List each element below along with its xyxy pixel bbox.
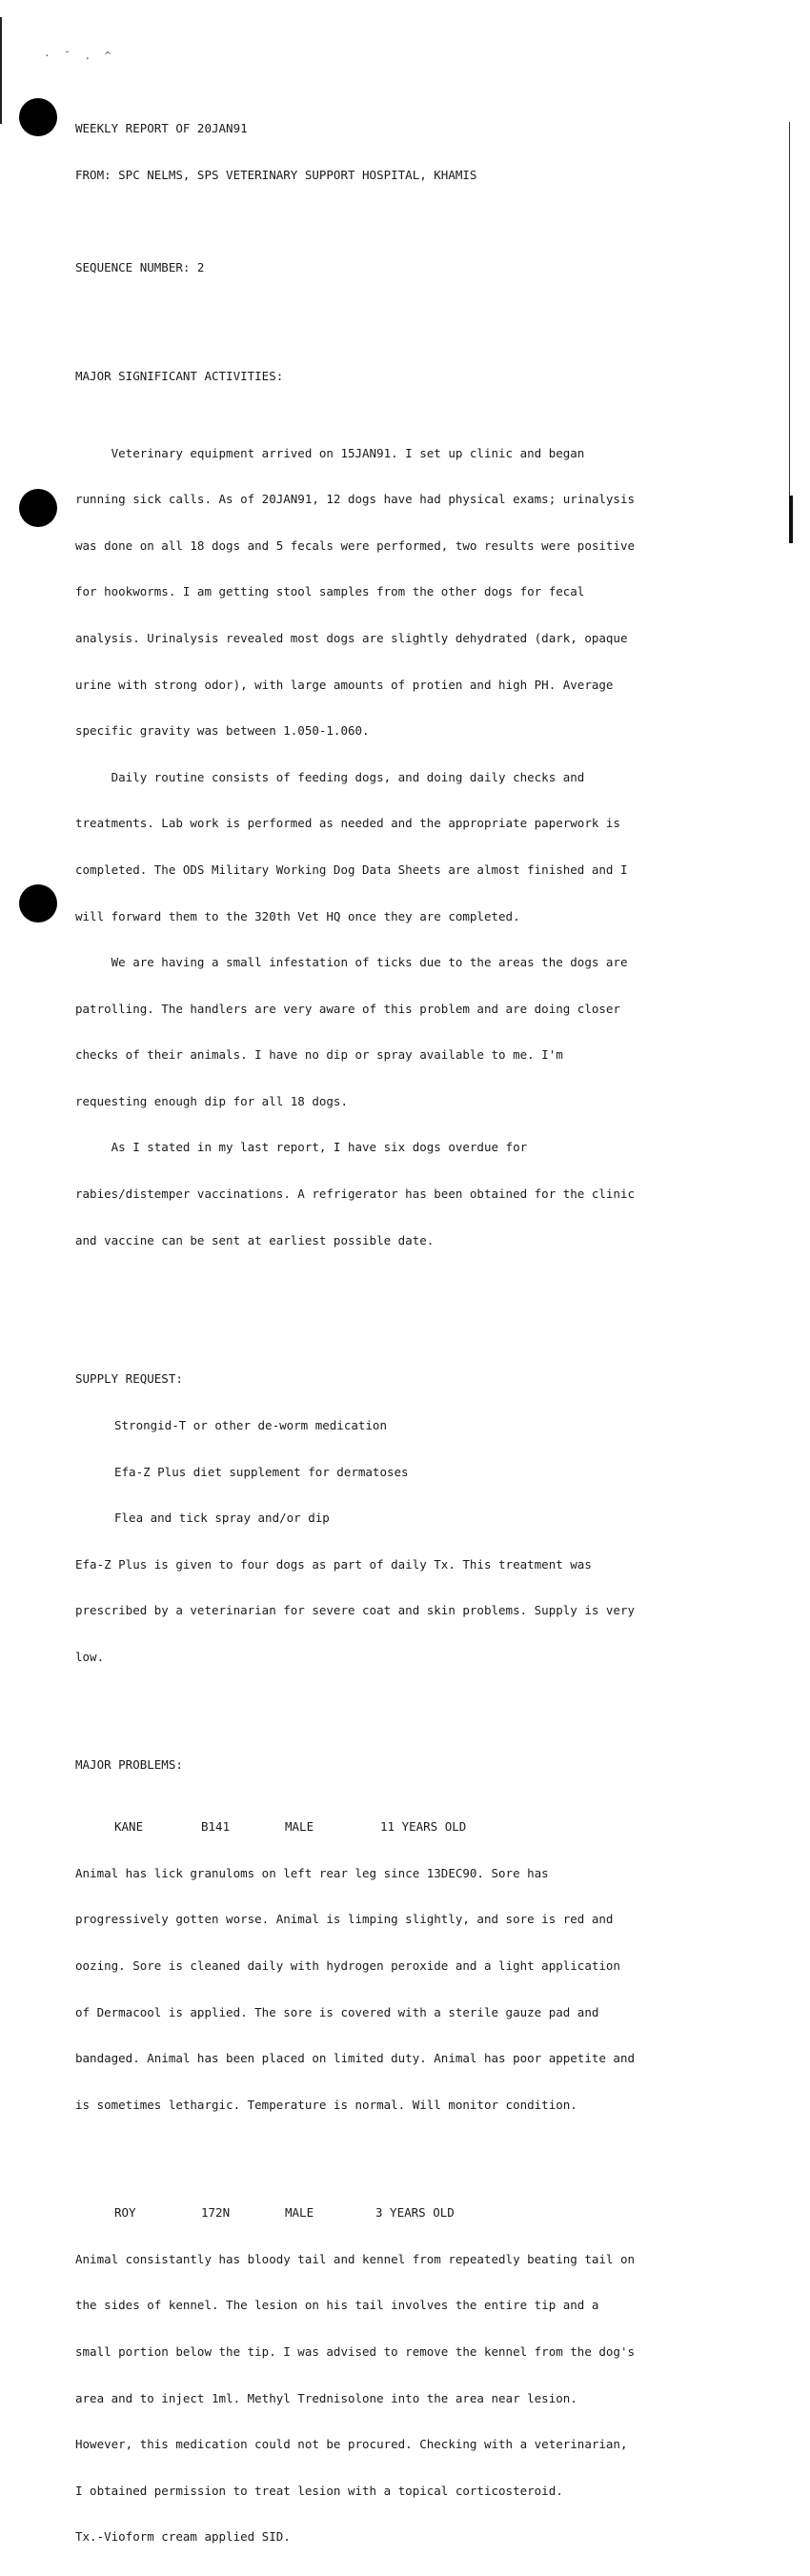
problems-heading: MAJOR PROBLEMS: bbox=[75, 1757, 183, 1773]
report-title: WEEKLY REPORT OF 20JAN91 bbox=[75, 121, 248, 136]
report-body bbox=[75, 91, 685, 2576]
supply-line: prescribed by a veterinarian for severe coat and skin problems. Supply is very bbox=[75, 1603, 635, 1618]
patient-note-line: Tx.-Vioform cream applied SID. bbox=[75, 2529, 291, 2545]
supply-line: Efa-Z Plus is given to four dogs as part of daily Tx. This treatment was bbox=[75, 1556, 592, 1572]
patient-note-line: oozing. Sore is cleaned daily with hydrogen peroxide and a light application bbox=[75, 1958, 620, 1973]
patient-note-line: the sides of kennel. The lesion on his tail involves the entire tip and a bbox=[75, 2298, 599, 2313]
sequence-number: SEQUENCE NUMBER: 2 bbox=[75, 260, 205, 275]
activities-line: specific gravity was between 1.050-1.060. bbox=[75, 723, 370, 739]
activities-line: analysis. Urinalysis revealed most dogs are slightly dehydrated (dark, opaque bbox=[75, 630, 628, 645]
activities-line: We are having a small infestation of ticks due to the areas the dogs are bbox=[75, 955, 628, 970]
supply-heading: SUPPLY REQUEST: bbox=[75, 1371, 183, 1387]
patient-sex: MALE bbox=[285, 2205, 314, 2221]
activities-line: will forward them to the 320th Vet HQ once they are completed. bbox=[75, 908, 520, 923]
patient-note-line: small portion below the tip. I was advised to remove the kennel from the dog's bbox=[75, 2343, 635, 2359]
scan-edge-left bbox=[0, 17, 2, 124]
activities-line: urine with strong odor), with large amounts of protien and high PH. Average bbox=[75, 677, 614, 692]
patient-name: KANE bbox=[114, 1819, 144, 1835]
patient-note-line: of Dermacool is applied. The sore is covered with a sterile gauze pad and bbox=[75, 2004, 599, 2019]
patient-note-line: progressively gotten worse. Animal is limping slightly, and sore is red and bbox=[75, 1912, 614, 1927]
activities-text bbox=[75, 415, 685, 1279]
scan-edge-right bbox=[789, 122, 790, 541]
supply-item: Flea and tick spray and/or dip bbox=[114, 1511, 330, 1526]
activities-line: requesting enough dip for all 18 dogs. bbox=[75, 1093, 348, 1108]
activities-line: Daily routine consists of feeding dogs, and doing daily checks and bbox=[75, 769, 585, 784]
punch-hole-bottom bbox=[19, 884, 57, 923]
activities-line: for hookworms. I am getting stool samples from the other dogs for fecal bbox=[75, 584, 585, 599]
supply-item: Strongid-T or other de-worm medication bbox=[114, 1418, 387, 1433]
patient-note-line: Animal consistantly has bloody tail and kennel from repeatedly beating tail on bbox=[75, 2251, 635, 2266]
patient-note-line: area and to inject 1ml. Methyl Trednisolone into the area near lesion. bbox=[75, 2390, 577, 2405]
patient-header bbox=[75, 1819, 685, 1835]
patient-note-line: bandaged. Animal has been placed on limited duty. Animal has poor appetite and bbox=[75, 2051, 635, 2066]
patient-name: ROY bbox=[114, 2205, 136, 2221]
report-from: FROM: SPC NELMS, SPS VETERINARY SUPPORT HOSPITAL, KHAMIS bbox=[75, 168, 477, 182]
patient-note-line: I obtained permission to treat lesion with a topical corticosteroid. bbox=[75, 2483, 563, 2498]
patient-note-line: However, this medication could not be procured. Checking with a veterinarian, bbox=[75, 2437, 628, 2452]
patient-age: 3 YEARS OLD bbox=[375, 2205, 455, 2221]
patient-age: 11 YEARS OLD bbox=[380, 1819, 467, 1835]
activities-line: rabies/distemper vaccinations. A refrigerator has been obtained for the clinic bbox=[75, 1187, 635, 1202]
activities-line: treatments. Lab work is performed as needed and the appropriate paperwork is bbox=[75, 816, 620, 831]
punch-hole-top bbox=[19, 98, 57, 136]
scan-edge-right-mark bbox=[789, 496, 793, 543]
activities-line: running sick calls. As of 20JAN91, 12 dogs have had physical exams; urinalysis bbox=[75, 492, 635, 507]
activities-line: As I stated in my last report, I have six dogs overdue for bbox=[75, 1140, 528, 1155]
activities-line: checks of their animals. I have no dip or spray available to me. I'm bbox=[75, 1047, 563, 1063]
activities-line: patrolling. The handlers are very aware of this problem and are doing closer bbox=[75, 1001, 620, 1016]
activities-line: and vaccine can be sent at earliest possible date. bbox=[75, 1232, 435, 1247]
patient-header bbox=[75, 2205, 685, 2221]
patient-sex: MALE bbox=[285, 1819, 314, 1835]
activities-heading: MAJOR SIGNIFICANT ACTIVITIES: bbox=[75, 368, 284, 383]
patient-id: 172N bbox=[201, 2205, 231, 2221]
patient-note-line: is sometimes lethargic. Temperature is normal. Will monitor condition. bbox=[75, 2097, 577, 2112]
activities-line: completed. The ODS Military Working Dog Data Sheets are almost finished and I bbox=[75, 862, 628, 877]
patient-note-line: Animal has lick granuloms on left rear leg since 13DEC90. Sore has bbox=[75, 1865, 549, 1880]
patient-id: B141 bbox=[201, 1819, 231, 1835]
scan-specks: · ˘ . ^ bbox=[44, 50, 115, 62]
supply-line: low. bbox=[75, 1650, 105, 1665]
activities-line: Veterinary equipment arrived on 15JAN91. I set up clinic and began bbox=[75, 445, 585, 460]
activities-line: was done on all 18 dogs and 5 fecals were performed, two results were positive bbox=[75, 538, 635, 553]
punch-hole-middle bbox=[19, 489, 57, 527]
supply-item: Efa-Z Plus diet supplement for dermatoses bbox=[114, 1464, 409, 1479]
